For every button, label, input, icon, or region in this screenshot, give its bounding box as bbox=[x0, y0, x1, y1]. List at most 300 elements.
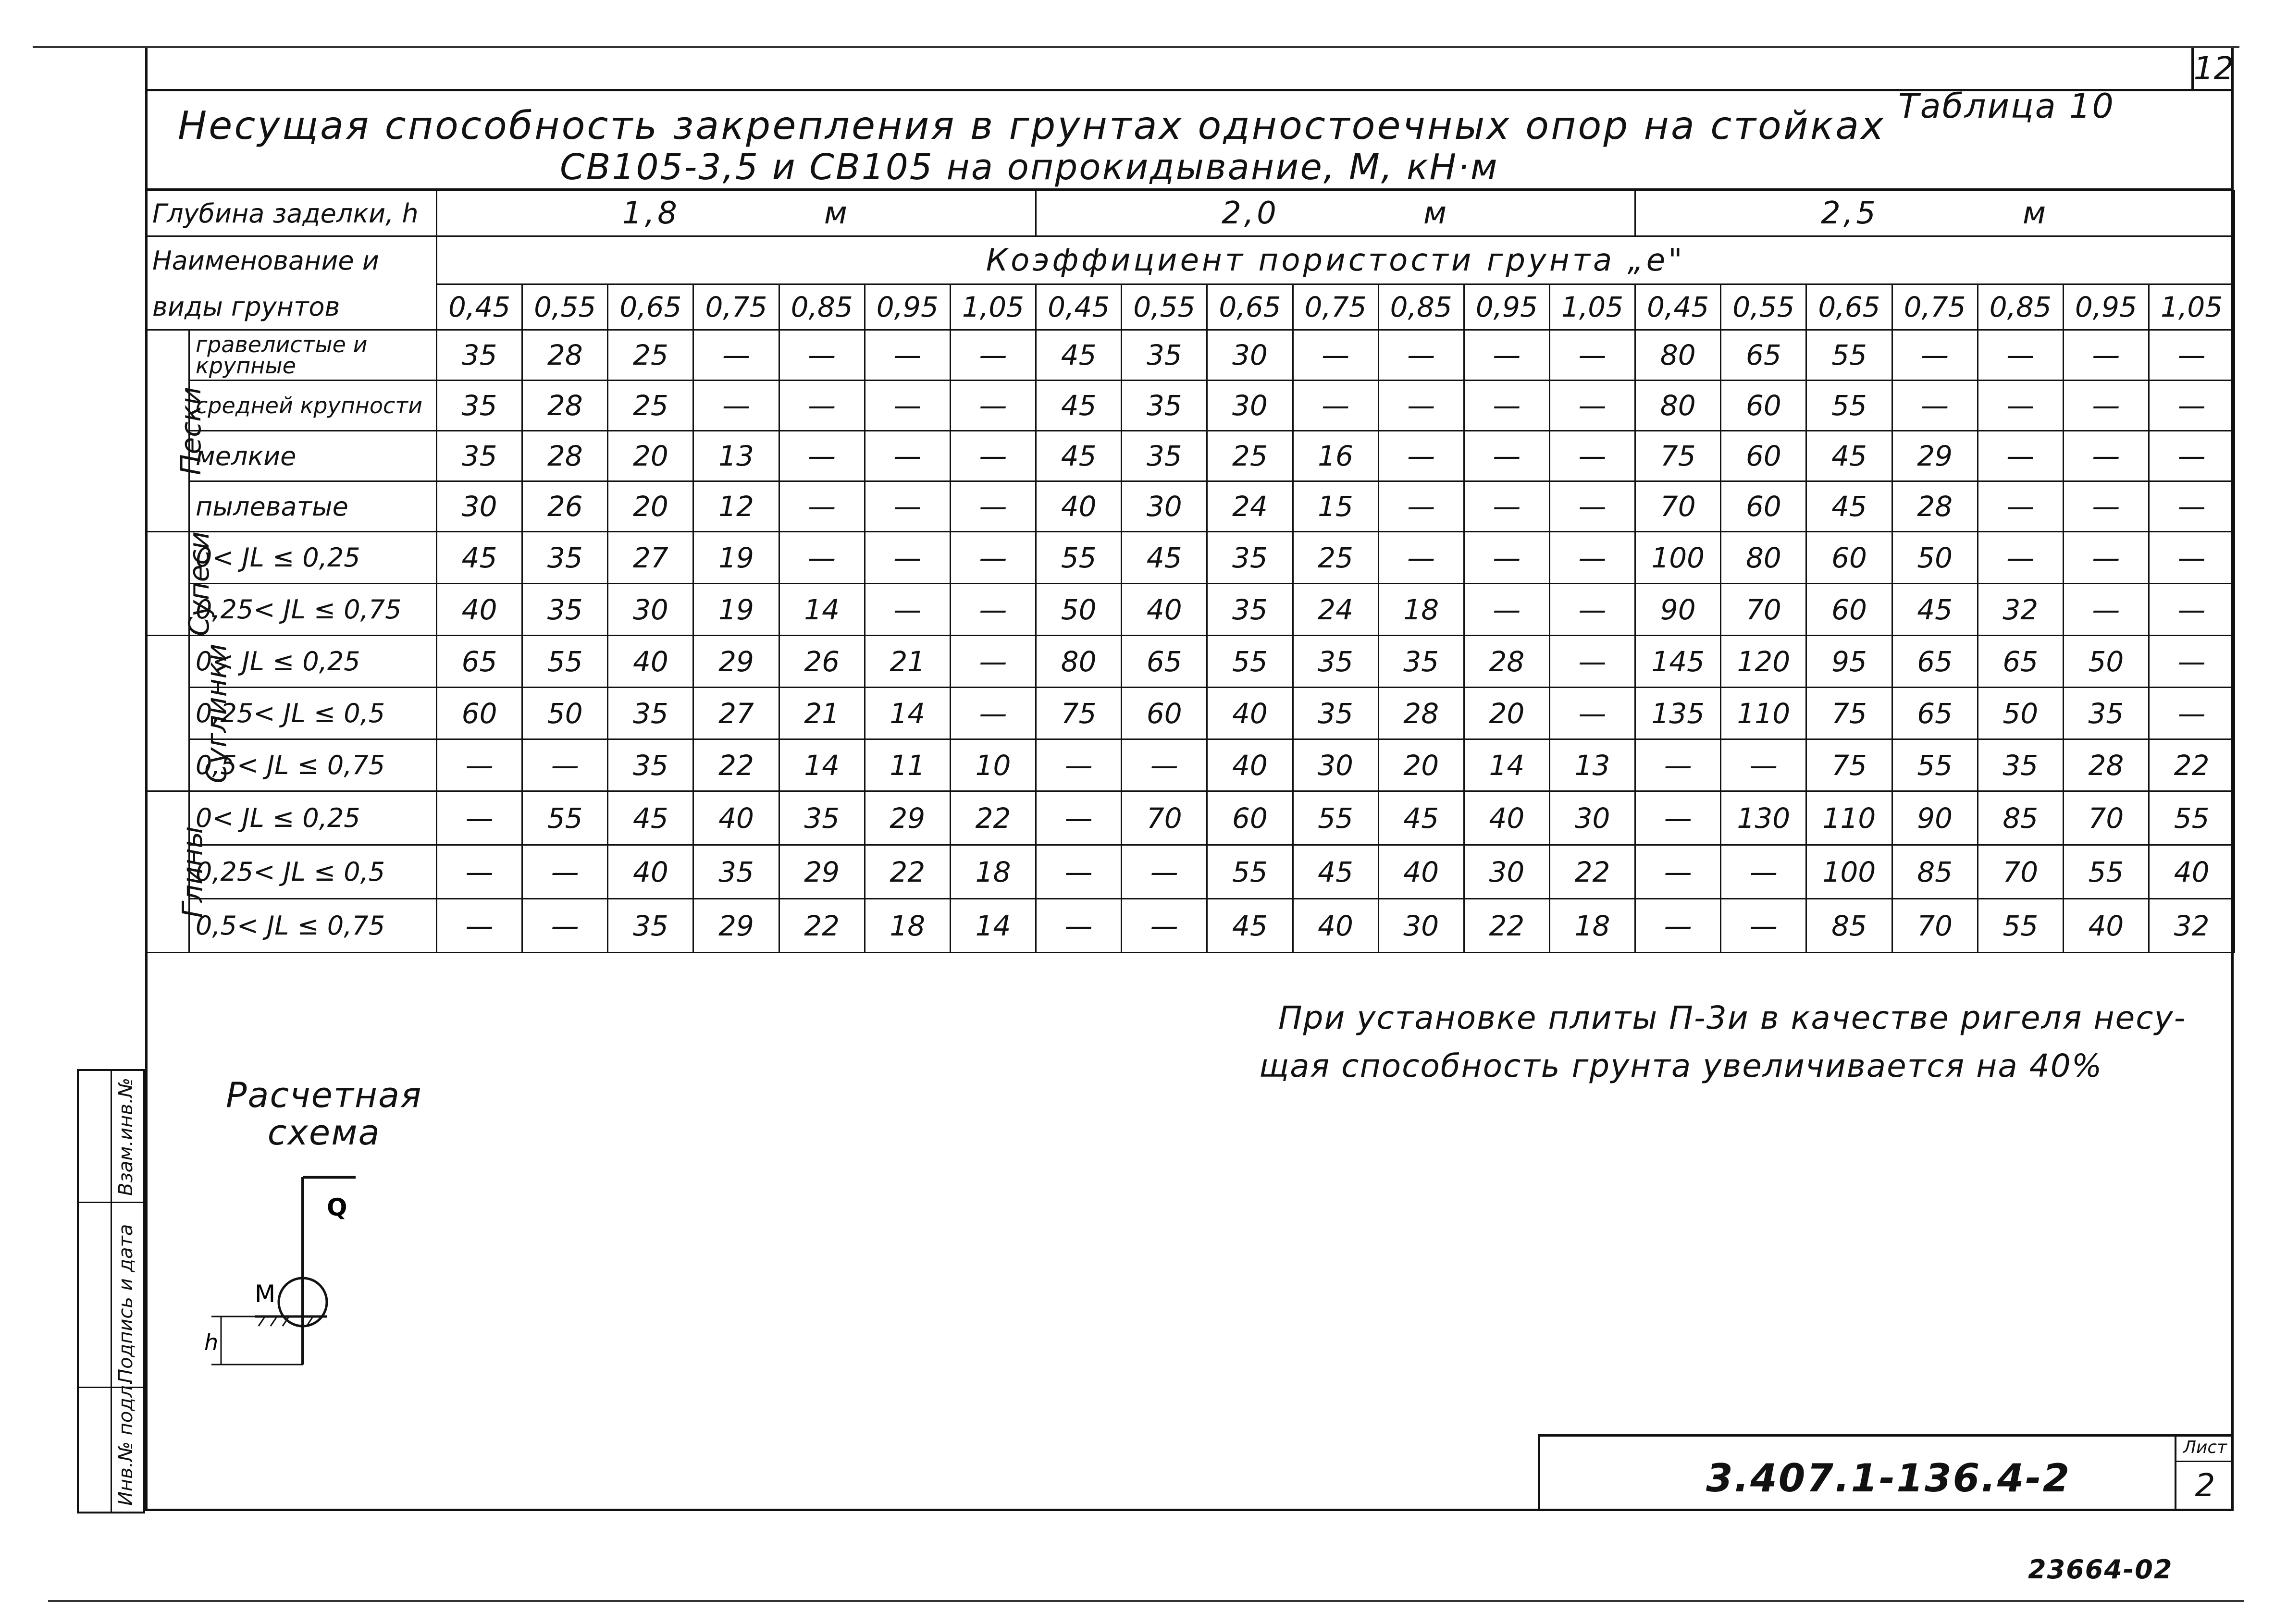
value-cell: 27 bbox=[693, 688, 779, 739]
value-cell: 120 bbox=[1721, 636, 1806, 688]
note-line-1: При установке плиты П-3и в качестве ригеля несу- bbox=[1278, 999, 2187, 1036]
value-cell: — bbox=[1378, 481, 1464, 532]
note-line-2: щая способность грунта увеличивается на 40% bbox=[1259, 1047, 2103, 1084]
value-cell: 30 bbox=[1293, 739, 1378, 791]
soil-type-label: 0,5< JL ≤ 0,75 bbox=[189, 739, 437, 791]
value-cell: — bbox=[1122, 739, 1207, 791]
value-cell: 40 bbox=[608, 636, 693, 688]
value-cell: 35 bbox=[1293, 688, 1378, 739]
value-cell: 75 bbox=[1635, 431, 1721, 481]
coef-cell: 0,55 bbox=[1721, 284, 1806, 330]
table-row bbox=[146, 330, 2235, 381]
value-cell: 25 bbox=[608, 330, 693, 381]
value-cell: 45 bbox=[1122, 532, 1207, 584]
value-cell: 45 bbox=[1036, 431, 1122, 481]
value-cell: 18 bbox=[1549, 899, 1635, 953]
value-cell: — bbox=[779, 381, 865, 431]
soil-group-name: Суглинки bbox=[200, 643, 233, 783]
value-cell: — bbox=[950, 381, 1036, 431]
value-cell: 60 bbox=[437, 688, 522, 739]
coef-cell: 0,45 bbox=[437, 284, 522, 330]
value-cell: 85 bbox=[1806, 899, 1892, 953]
value-cell: 35 bbox=[608, 899, 693, 953]
table-row bbox=[146, 431, 2235, 481]
table-row bbox=[146, 381, 2235, 431]
value-cell: — bbox=[1978, 431, 2063, 481]
value-cell: — bbox=[2063, 330, 2149, 381]
value-cell: — bbox=[1378, 532, 1464, 584]
value-cell: 70 bbox=[1635, 481, 1721, 532]
calculation-scheme-diagram bbox=[183, 1163, 384, 1413]
value-cell: — bbox=[522, 739, 608, 791]
soil-type-label: гравелистые и крупные bbox=[189, 330, 437, 381]
value-cell: 45 bbox=[437, 532, 522, 584]
value-cell: 110 bbox=[1806, 791, 1892, 845]
bottom-border-line bbox=[48, 1600, 2244, 1602]
value-cell: — bbox=[1464, 584, 1549, 636]
coef-cell: 0,95 bbox=[1464, 284, 1549, 330]
value-cell: 50 bbox=[1036, 584, 1122, 636]
coef-cell: 0,55 bbox=[522, 284, 608, 330]
coef-cell: 0,85 bbox=[779, 284, 865, 330]
value-cell: 80 bbox=[1721, 532, 1806, 584]
value-cell: — bbox=[865, 431, 950, 481]
value-cell: 40 bbox=[1122, 584, 1207, 636]
value-cell: 28 bbox=[1464, 636, 1549, 688]
value-cell: 35 bbox=[1293, 636, 1378, 688]
value-cell: 100 bbox=[1806, 845, 1892, 899]
value-cell: 55 bbox=[1806, 381, 1892, 431]
soil-type-label: пылеватые bbox=[189, 481, 437, 532]
table-row bbox=[146, 481, 2235, 532]
value-cell: 35 bbox=[1122, 431, 1207, 481]
value-cell: 35 bbox=[437, 431, 522, 481]
value-cell: 13 bbox=[1549, 739, 1635, 791]
value-cell: 70 bbox=[1978, 845, 2063, 899]
value-cell: — bbox=[1293, 381, 1378, 431]
coef-cell: 0,65 bbox=[608, 284, 693, 330]
depth-value: 1,8 bbox=[622, 196, 680, 231]
value-cell: — bbox=[1635, 791, 1721, 845]
value-cell: 70 bbox=[1122, 791, 1207, 845]
value-cell: — bbox=[1892, 330, 1978, 381]
value-cell: 45 bbox=[608, 791, 693, 845]
table-row bbox=[146, 845, 2235, 899]
soil-type-label: 0,5< JL ≤ 0,75 bbox=[189, 899, 437, 953]
value-cell: — bbox=[1464, 330, 1549, 381]
value-cell: 35 bbox=[608, 688, 693, 739]
value-cell: — bbox=[1549, 584, 1635, 636]
value-cell: 29 bbox=[865, 791, 950, 845]
value-cell: 14 bbox=[865, 688, 950, 739]
value-cell: — bbox=[1549, 481, 1635, 532]
table-row bbox=[146, 899, 2235, 953]
depth-row bbox=[146, 191, 2235, 236]
value-cell: 22 bbox=[1549, 845, 1635, 899]
coef-cell: 0,45 bbox=[1635, 284, 1721, 330]
value-cell: — bbox=[1549, 688, 1635, 739]
value-cell: 21 bbox=[865, 636, 950, 688]
value-cell: 29 bbox=[1892, 431, 1978, 481]
value-cell: 30 bbox=[1122, 481, 1207, 532]
page-number: 12 bbox=[2191, 48, 2234, 89]
value-cell: — bbox=[2149, 584, 2234, 636]
soil-type-label: 0< JL ≤ 0,25 bbox=[189, 791, 437, 845]
value-cell: — bbox=[2149, 532, 2234, 584]
depth-unit: м bbox=[824, 196, 851, 231]
value-cell: — bbox=[950, 481, 1036, 532]
value-cell: 40 bbox=[693, 791, 779, 845]
value-cell: 12 bbox=[693, 481, 779, 532]
value-cell: — bbox=[2149, 636, 2234, 688]
value-cell: 50 bbox=[522, 688, 608, 739]
value-cell: — bbox=[1635, 899, 1721, 953]
value-cell: — bbox=[1978, 330, 2063, 381]
soil-group-cell bbox=[146, 636, 233, 791]
value-cell: 22 bbox=[693, 739, 779, 791]
value-cell: — bbox=[779, 481, 865, 532]
soil-type-label: мелкие bbox=[189, 431, 437, 481]
value-cell: 28 bbox=[2063, 739, 2149, 791]
value-cell: 35 bbox=[2063, 688, 2149, 739]
table-row bbox=[146, 636, 2235, 688]
value-cell: — bbox=[865, 481, 950, 532]
value-cell: — bbox=[437, 739, 522, 791]
soil-group-name: Супеси bbox=[183, 531, 216, 636]
value-cell: 32 bbox=[2149, 899, 2234, 953]
value-cell: — bbox=[865, 584, 950, 636]
coef-cell: 0,85 bbox=[1978, 284, 2063, 330]
value-cell: — bbox=[2149, 330, 2234, 381]
value-cell: — bbox=[437, 791, 522, 845]
value-cell: — bbox=[1635, 739, 1721, 791]
value-cell: 60 bbox=[1721, 381, 1806, 431]
label-m: M bbox=[255, 1280, 276, 1308]
value-cell: 30 bbox=[1207, 381, 1293, 431]
depth-header bbox=[437, 191, 1036, 236]
table-row bbox=[146, 739, 2235, 791]
coef-cell: 0,75 bbox=[693, 284, 779, 330]
value-cell: 14 bbox=[779, 584, 865, 636]
value-cell: — bbox=[437, 899, 522, 953]
value-cell: 60 bbox=[1806, 532, 1892, 584]
value-cell: — bbox=[2149, 688, 2234, 739]
value-cell: — bbox=[1721, 739, 1806, 791]
table-row bbox=[146, 791, 2235, 845]
value-cell: 40 bbox=[2063, 899, 2149, 953]
value-cell: 45 bbox=[1036, 381, 1122, 431]
soil-type-label: 0< JL ≤ 0,25 bbox=[189, 636, 437, 688]
value-cell: 55 bbox=[522, 791, 608, 845]
coef-cell: 0,75 bbox=[1892, 284, 1978, 330]
table-row bbox=[146, 688, 2235, 739]
soil-name-label-2: виды грунтов bbox=[146, 284, 437, 330]
value-cell: 22 bbox=[1464, 899, 1549, 953]
value-cell: — bbox=[1978, 481, 2063, 532]
title-line-1: Несущая способность закрепления в грунтах одностоечных опор на стойках bbox=[178, 103, 1886, 148]
value-cell: 30 bbox=[608, 584, 693, 636]
value-cell: 45 bbox=[1806, 431, 1892, 481]
bearing-capacity-table bbox=[145, 190, 2235, 953]
value-cell: — bbox=[2063, 584, 2149, 636]
value-cell: — bbox=[1978, 532, 2063, 584]
value-cell: 60 bbox=[1721, 431, 1806, 481]
value-cell: 90 bbox=[1892, 791, 1978, 845]
coef-cell: 0,95 bbox=[2063, 284, 2149, 330]
value-cell: 55 bbox=[1036, 532, 1122, 584]
value-cell: 55 bbox=[1806, 330, 1892, 381]
value-cell: 80 bbox=[1635, 381, 1721, 431]
soil-type-label: 0< JL ≤ 0,25 bbox=[189, 532, 437, 584]
value-cell: 40 bbox=[1293, 899, 1378, 953]
side-cell-signature bbox=[79, 1203, 143, 1388]
value-cell: 19 bbox=[693, 584, 779, 636]
value-cell: 22 bbox=[2149, 739, 2234, 791]
value-cell: — bbox=[1721, 899, 1806, 953]
value-cell: 13 bbox=[693, 431, 779, 481]
coef-cell: 0,55 bbox=[1122, 284, 1207, 330]
value-cell: 15 bbox=[1293, 481, 1378, 532]
value-cell: — bbox=[950, 330, 1036, 381]
coef-cell: 0,75 bbox=[1293, 284, 1378, 330]
value-cell: 95 bbox=[1806, 636, 1892, 688]
value-cell: 85 bbox=[1892, 845, 1978, 899]
value-cell: — bbox=[1549, 636, 1635, 688]
value-cell: 28 bbox=[522, 431, 608, 481]
value-cell: 55 bbox=[1293, 791, 1378, 845]
value-cell: 35 bbox=[608, 739, 693, 791]
depth-unit: м bbox=[1423, 196, 1450, 231]
coef-cell: 1,05 bbox=[2149, 284, 2234, 330]
value-cell: — bbox=[950, 532, 1036, 584]
value-cell: 65 bbox=[1892, 688, 1978, 739]
value-cell: — bbox=[2149, 481, 2234, 532]
depth-value: 2,0 bbox=[1222, 196, 1279, 231]
side-text-inventory: Инв.№ подл. bbox=[115, 1379, 137, 1506]
value-cell: 60 bbox=[1122, 688, 1207, 739]
value-cell: 55 bbox=[1207, 636, 1293, 688]
value-cell: 55 bbox=[1978, 899, 2063, 953]
value-cell: 35 bbox=[1207, 532, 1293, 584]
label-h: h bbox=[204, 1329, 219, 1355]
value-cell: 26 bbox=[779, 636, 865, 688]
side-cell-replacement bbox=[79, 1071, 143, 1203]
value-cell: — bbox=[2149, 431, 2234, 481]
value-cell: — bbox=[1978, 381, 2063, 431]
coef-cell: 0,65 bbox=[1806, 284, 1892, 330]
value-cell: 130 bbox=[1721, 791, 1806, 845]
coef-values-row bbox=[146, 284, 2235, 330]
value-cell: 100 bbox=[1635, 532, 1721, 584]
value-cell: 55 bbox=[1892, 739, 1978, 791]
value-cell: 40 bbox=[1464, 791, 1549, 845]
value-cell: 35 bbox=[1122, 381, 1207, 431]
value-cell: 35 bbox=[437, 330, 522, 381]
value-cell: — bbox=[950, 584, 1036, 636]
value-cell: — bbox=[1549, 330, 1635, 381]
value-cell: 65 bbox=[1122, 636, 1207, 688]
side-text-signature: Подпись и дата bbox=[115, 1224, 137, 1383]
value-cell: 60 bbox=[1721, 481, 1806, 532]
value-cell: — bbox=[1549, 431, 1635, 481]
value-cell: 90 bbox=[1635, 584, 1721, 636]
value-cell: — bbox=[1464, 532, 1549, 584]
value-cell: 18 bbox=[865, 899, 950, 953]
soil-type-label: 0,25< JL ≤ 0,75 bbox=[189, 584, 437, 636]
value-cell: — bbox=[1378, 431, 1464, 481]
value-cell: 30 bbox=[1464, 845, 1549, 899]
value-cell: — bbox=[2149, 381, 2234, 431]
value-cell: — bbox=[950, 636, 1036, 688]
value-cell: — bbox=[950, 431, 1036, 481]
value-cell: 65 bbox=[1721, 330, 1806, 381]
value-cell: 45 bbox=[1036, 330, 1122, 381]
value-cell: 30 bbox=[437, 481, 522, 532]
value-cell: — bbox=[2063, 481, 2149, 532]
value-cell: 65 bbox=[437, 636, 522, 688]
value-cell: 45 bbox=[1892, 584, 1978, 636]
document-code: 3.407.1-136.4-2 bbox=[1706, 1456, 2071, 1501]
soil-type-label: 0,25< JL ≤ 0,5 bbox=[189, 845, 437, 899]
value-cell: 20 bbox=[1378, 739, 1464, 791]
value-cell: — bbox=[1721, 845, 1806, 899]
coef-cell: 1,05 bbox=[1549, 284, 1635, 330]
soil-group-name: Пески bbox=[174, 386, 207, 475]
soil-type-label: средней крупности bbox=[189, 381, 437, 431]
value-cell: 22 bbox=[950, 791, 1036, 845]
value-cell: 18 bbox=[950, 845, 1036, 899]
value-cell: 75 bbox=[1806, 688, 1892, 739]
value-cell: 25 bbox=[1207, 431, 1293, 481]
value-cell: 110 bbox=[1721, 688, 1806, 739]
depth-unit: м bbox=[2022, 196, 2049, 231]
value-cell: — bbox=[1549, 381, 1635, 431]
value-cell: 35 bbox=[522, 532, 608, 584]
value-cell: 70 bbox=[1892, 899, 1978, 953]
value-cell: 20 bbox=[608, 481, 693, 532]
value-cell: 45 bbox=[1293, 845, 1378, 899]
side-stamp-strip bbox=[77, 1069, 145, 1513]
value-cell: 29 bbox=[693, 899, 779, 953]
value-cell: — bbox=[1293, 330, 1378, 381]
value-cell: 20 bbox=[608, 431, 693, 481]
value-cell: 35 bbox=[1207, 584, 1293, 636]
depth-header bbox=[1635, 191, 2235, 236]
value-cell: — bbox=[865, 330, 950, 381]
value-cell: — bbox=[779, 431, 865, 481]
value-cell: — bbox=[1464, 381, 1549, 431]
value-cell: 65 bbox=[1892, 636, 1978, 688]
value-cell: 30 bbox=[1378, 899, 1464, 953]
value-cell: 35 bbox=[693, 845, 779, 899]
value-cell: — bbox=[1464, 431, 1549, 481]
value-cell: 75 bbox=[1036, 688, 1122, 739]
value-cell: 40 bbox=[2149, 845, 2234, 899]
table-row bbox=[146, 584, 2235, 636]
value-cell: — bbox=[522, 899, 608, 953]
value-cell: 35 bbox=[1122, 330, 1207, 381]
value-cell: — bbox=[437, 845, 522, 899]
coef-cell: 1,05 bbox=[950, 284, 1036, 330]
side-cell-inventory bbox=[79, 1379, 143, 1512]
value-cell: 60 bbox=[1207, 791, 1293, 845]
value-cell: 50 bbox=[1892, 532, 1978, 584]
value-cell: 55 bbox=[1207, 845, 1293, 899]
value-cell: — bbox=[1892, 381, 1978, 431]
label-q: Q bbox=[327, 1193, 347, 1221]
value-cell: 26 bbox=[522, 481, 608, 532]
value-cell: — bbox=[2063, 532, 2149, 584]
value-cell: 40 bbox=[437, 584, 522, 636]
archive-number: 23664-02 bbox=[2028, 1554, 2173, 1585]
value-cell: — bbox=[2063, 381, 2149, 431]
value-cell: 32 bbox=[1978, 584, 2063, 636]
value-cell: 10 bbox=[950, 739, 1036, 791]
scheme-title bbox=[226, 1076, 422, 1151]
side-text-replacement: Взам.инв.№ bbox=[115, 1077, 137, 1196]
table-row bbox=[146, 532, 2235, 584]
value-cell: 35 bbox=[437, 381, 522, 431]
value-cell: 20 bbox=[1464, 688, 1549, 739]
coef-cell: 0,45 bbox=[1036, 284, 1122, 330]
soil-group-cell bbox=[146, 330, 207, 532]
value-cell: 80 bbox=[1036, 636, 1122, 688]
value-cell: — bbox=[693, 381, 779, 431]
value-cell: 85 bbox=[1978, 791, 2063, 845]
value-cell: 45 bbox=[1207, 899, 1293, 953]
value-cell: 24 bbox=[1293, 584, 1378, 636]
value-cell: — bbox=[1378, 381, 1464, 431]
soil-group-name: Глины bbox=[176, 826, 209, 918]
value-cell: 29 bbox=[779, 845, 865, 899]
value-cell: — bbox=[1036, 899, 1122, 953]
value-cell: — bbox=[693, 330, 779, 381]
value-cell: 35 bbox=[522, 584, 608, 636]
value-cell: 25 bbox=[1293, 532, 1378, 584]
value-cell: 70 bbox=[1721, 584, 1806, 636]
soil-name-label-1: Наименование и bbox=[146, 236, 437, 284]
value-cell: 55 bbox=[2149, 791, 2234, 845]
value-cell: 80 bbox=[1635, 330, 1721, 381]
coef-cell: 0,85 bbox=[1378, 284, 1464, 330]
soil-group-cell bbox=[146, 531, 216, 636]
value-cell: — bbox=[1036, 845, 1122, 899]
value-cell: — bbox=[865, 532, 950, 584]
value-cell: 28 bbox=[1378, 688, 1464, 739]
coef-title-row bbox=[146, 236, 2235, 284]
value-cell: 40 bbox=[1207, 688, 1293, 739]
value-cell: 27 bbox=[608, 532, 693, 584]
value-cell: — bbox=[1378, 330, 1464, 381]
value-cell: 35 bbox=[1378, 636, 1464, 688]
sheet-box bbox=[2175, 1434, 2234, 1511]
depth-label: Глубина заделки, h bbox=[146, 191, 437, 236]
value-cell: 18 bbox=[1378, 584, 1464, 636]
coef-label: Коэффициент пористости грунта „e" bbox=[437, 236, 2235, 284]
value-cell: — bbox=[1036, 739, 1122, 791]
sheet-label: Лист bbox=[2176, 1434, 2234, 1462]
value-cell: 14 bbox=[950, 899, 1036, 953]
value-cell: 40 bbox=[1207, 739, 1293, 791]
value-cell: — bbox=[779, 532, 865, 584]
value-cell: 50 bbox=[2063, 636, 2149, 688]
value-cell: 21 bbox=[779, 688, 865, 739]
value-cell: 55 bbox=[2063, 845, 2149, 899]
value-cell: — bbox=[2063, 431, 2149, 481]
value-cell: — bbox=[779, 330, 865, 381]
value-cell: 145 bbox=[1635, 636, 1721, 688]
value-cell: 45 bbox=[1378, 791, 1464, 845]
